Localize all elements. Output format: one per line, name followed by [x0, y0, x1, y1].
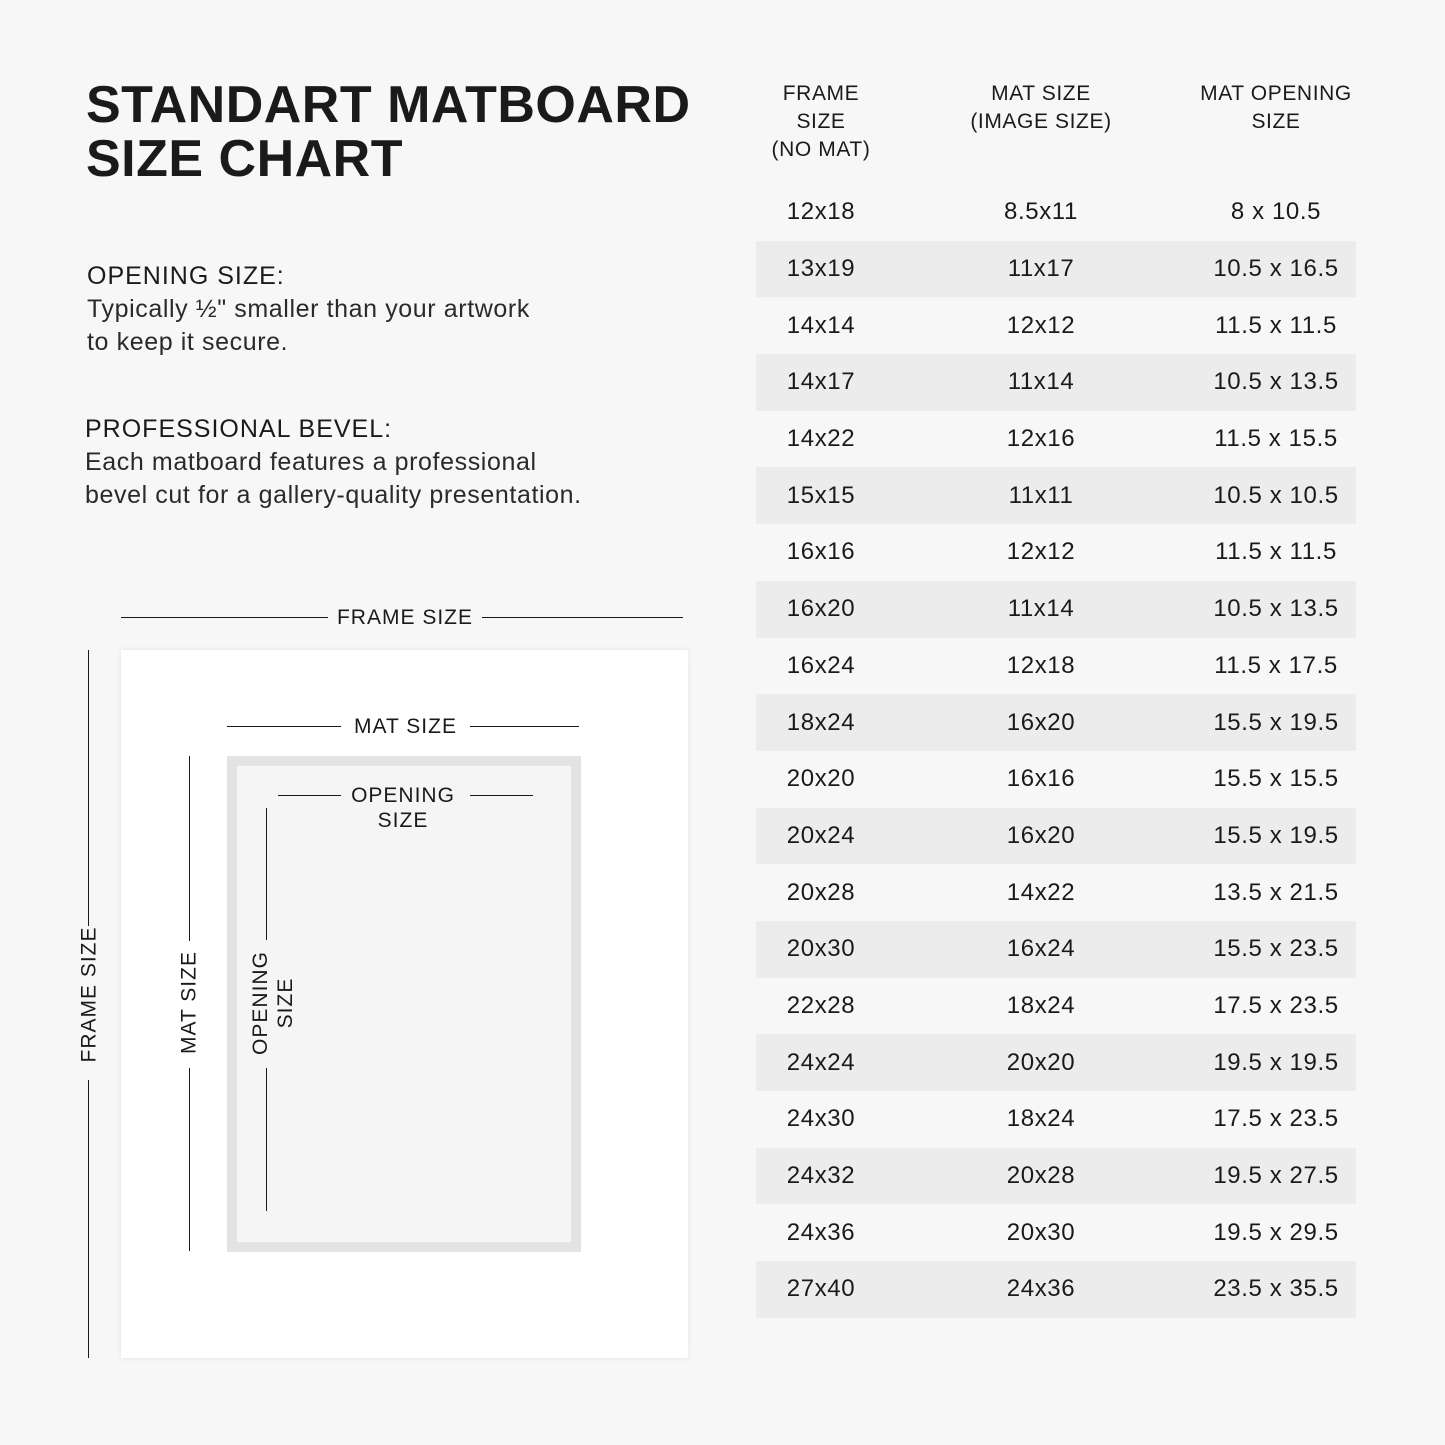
header-mat-opening-line-1: MAT OPENING	[1200, 82, 1352, 105]
title-line-2: SIZE CHART	[86, 130, 403, 188]
frame-size-cell: 16x24	[786, 651, 856, 679]
mat-opening-cell: 10.5 x 16.5	[1213, 255, 1339, 283]
frame-size-cell: 13x19	[786, 255, 856, 283]
frame-size-cell: 14x14	[786, 311, 856, 339]
frame-size-cell: 24x32	[786, 1162, 856, 1190]
table-body	[756, 184, 1356, 1318]
frame-size-cell: 12x18	[786, 198, 856, 226]
mat-opening-cell: 10.5 x 13.5	[1213, 368, 1339, 396]
table-row	[756, 1034, 1356, 1091]
header-mat-opening-line-2: SIZE	[1251, 110, 1301, 133]
mat-size-top-label: MAT SIZE	[354, 715, 457, 738]
mat-opening-cell: 17.5 x 23.5	[1213, 991, 1339, 1019]
table-row	[756, 1261, 1356, 1318]
table-row	[756, 184, 1356, 241]
title-line-1: STANDART MATBOARD	[86, 76, 691, 134]
table-row	[756, 581, 1356, 638]
mat-size-cell: 11x14	[1007, 368, 1075, 396]
opening-top-label-line-2: SIZE	[377, 809, 429, 832]
mat-opening-cell: 15.5 x 15.5	[1213, 765, 1339, 793]
opening-size-line-1: Typically ½" smaller than your artwork	[87, 295, 530, 323]
frame-size-side-label: FRAME SIZE	[77, 926, 101, 1063]
frame-size-line-left	[121, 617, 328, 618]
opening-size-side-label	[248, 948, 298, 1058]
frame-size-cell: 22x28	[786, 991, 856, 1019]
frame-size-cell: 20x24	[786, 821, 856, 849]
mat-opening-cell: 19.5 x 19.5	[1213, 1048, 1339, 1076]
opening-size-vline-top	[266, 808, 267, 940]
frame-size-cell: 20x28	[786, 878, 856, 906]
mat-size-cell: 14x22	[1006, 878, 1076, 906]
mat-size-cell: 12x12	[1006, 538, 1076, 566]
mat-opening-cell: 15.5 x 19.5	[1213, 708, 1339, 736]
mat-size-cell: 16x24	[1006, 935, 1076, 963]
frame-size-line-right	[482, 617, 683, 618]
mat-opening-cell: 19.5 x 27.5	[1213, 1162, 1339, 1190]
header-frame-size-line-2: (NO MAT)	[771, 138, 871, 161]
opening-size-heading: OPENING SIZE:	[87, 262, 285, 290]
frame-size-cell: 16x16	[786, 538, 856, 566]
mat-size-line-left	[227, 726, 341, 727]
mat-opening-cell: 17.5 x 23.5	[1213, 1105, 1339, 1133]
bevel-heading: PROFESSIONAL BEVEL:	[85, 415, 393, 443]
frame-size-top-label: FRAME SIZE	[336, 606, 473, 629]
mat-size-cell: 16x20	[1006, 821, 1076, 849]
header-mat-size-line-1: MAT SIZE	[991, 82, 1091, 105]
frame-size-cell: 18x24	[786, 708, 856, 736]
mat-opening-cell: 13.5 x 21.5	[1213, 878, 1339, 906]
mat-size-vline-top	[189, 756, 190, 941]
opening-size-line-2: to keep it secure.	[87, 328, 289, 356]
mat-size-cell: 8.5x11	[1004, 198, 1078, 226]
header-frame-size-line-1: FRAME SIZE	[782, 82, 860, 133]
mat-opening-cell: 23.5 x 35.5	[1213, 1275, 1339, 1303]
opening-side-label-line-2: SIZE	[274, 977, 297, 1029]
header-mat-opening-size	[1196, 80, 1356, 184]
opening-size-top-label	[341, 783, 465, 833]
frame-size-cell: 24x30	[786, 1105, 856, 1133]
header-frame-size	[756, 80, 886, 184]
table-row	[756, 411, 1356, 468]
table-row	[756, 297, 1356, 354]
mat-size-cell: 12x16	[1006, 425, 1076, 453]
table-row	[756, 241, 1356, 298]
frame-size-cell: 20x30	[786, 935, 856, 963]
header-mat-size-line-2: (IMAGE SIZE)	[970, 110, 1112, 133]
mat-opening-cell: 19.5 x 29.5	[1213, 1218, 1339, 1246]
mat-opening-cell: 10.5 x 10.5	[1213, 481, 1339, 509]
opening-top-label-line-1: OPENING	[351, 784, 455, 807]
mat-size-cell: 20x30	[1006, 1218, 1076, 1246]
opening-size-line-right	[470, 795, 533, 796]
table-row	[756, 864, 1356, 921]
opening-size-description	[87, 293, 530, 359]
mat-size-side-label: MAT SIZE	[177, 951, 201, 1054]
mat-size-cell: 18x24	[1006, 1105, 1076, 1133]
mat-opening-cell: 11.5 x 15.5	[1214, 425, 1338, 453]
mat-size-cell: 16x16	[1006, 765, 1076, 793]
bevel-description	[85, 446, 582, 512]
mat-size-cell: 16x20	[1006, 708, 1076, 736]
frame-size-vline-bottom	[88, 1080, 89, 1358]
frame-size-cell: 27x40	[786, 1275, 856, 1303]
mat-opening-cell: 11.5 x 11.5	[1215, 311, 1337, 339]
opening-side-label-line-1: OPENING	[249, 951, 272, 1055]
page-title	[86, 78, 726, 186]
frame-size-cell: 14x17	[786, 368, 856, 396]
header-mat-size	[886, 80, 1196, 184]
table-row	[756, 524, 1356, 581]
mat-size-line-right	[470, 726, 579, 727]
table-row	[756, 354, 1356, 411]
mat-size-cell: 11x11	[1008, 481, 1074, 509]
table-row	[756, 694, 1356, 751]
bevel-line-2: bevel cut for a gallery-quality presentation.	[85, 481, 582, 509]
frame-size-cell: 24x24	[786, 1048, 856, 1076]
table-header	[756, 80, 1356, 184]
frame-size-cell: 14x22	[786, 425, 856, 453]
mat-size-cell: 11x17	[1007, 255, 1075, 283]
bevel-line-1: Each matboard features a professional	[85, 448, 537, 476]
mat-opening-cell: 15.5 x 19.5	[1213, 821, 1339, 849]
mat-opening-cell: 8 x 10.5	[1230, 198, 1322, 226]
mat-opening-cell: 11.5 x 11.5	[1215, 538, 1337, 566]
table-row	[756, 638, 1356, 695]
table-row	[756, 467, 1356, 524]
mat-opening-cell: 15.5 x 23.5	[1213, 935, 1339, 963]
table-row	[756, 1148, 1356, 1205]
mat-size-vline-bottom	[189, 1068, 190, 1251]
frame-size-cell: 24x36	[786, 1218, 856, 1246]
frame-size-cell: 16x20	[786, 595, 856, 623]
table-row	[756, 978, 1356, 1035]
mat-size-cell: 18x24	[1006, 991, 1076, 1019]
table-row	[756, 751, 1356, 808]
mat-size-cell: 24x36	[1006, 1275, 1076, 1303]
table-row	[756, 808, 1356, 865]
frame-size-cell: 20x20	[786, 765, 856, 793]
opening-size-vline-bottom	[266, 1068, 267, 1211]
table-row	[756, 921, 1356, 978]
mat-size-cell: 20x28	[1006, 1162, 1076, 1190]
mat-size-cell: 20x20	[1006, 1048, 1076, 1076]
frame-size-cell: 15x15	[786, 481, 856, 509]
table-row	[756, 1091, 1356, 1148]
mat-size-cell: 12x12	[1006, 311, 1076, 339]
mat-opening-cell: 10.5 x 13.5	[1213, 595, 1339, 623]
mat-size-cell: 12x18	[1006, 651, 1076, 679]
mat-opening-cell: 11.5 x 17.5	[1214, 651, 1338, 679]
mat-size-cell: 11x14	[1007, 595, 1075, 623]
opening-size-line-left	[278, 795, 341, 796]
table-row	[756, 1204, 1356, 1261]
frame-size-vline-top	[88, 650, 89, 926]
size-table	[756, 80, 1356, 1318]
